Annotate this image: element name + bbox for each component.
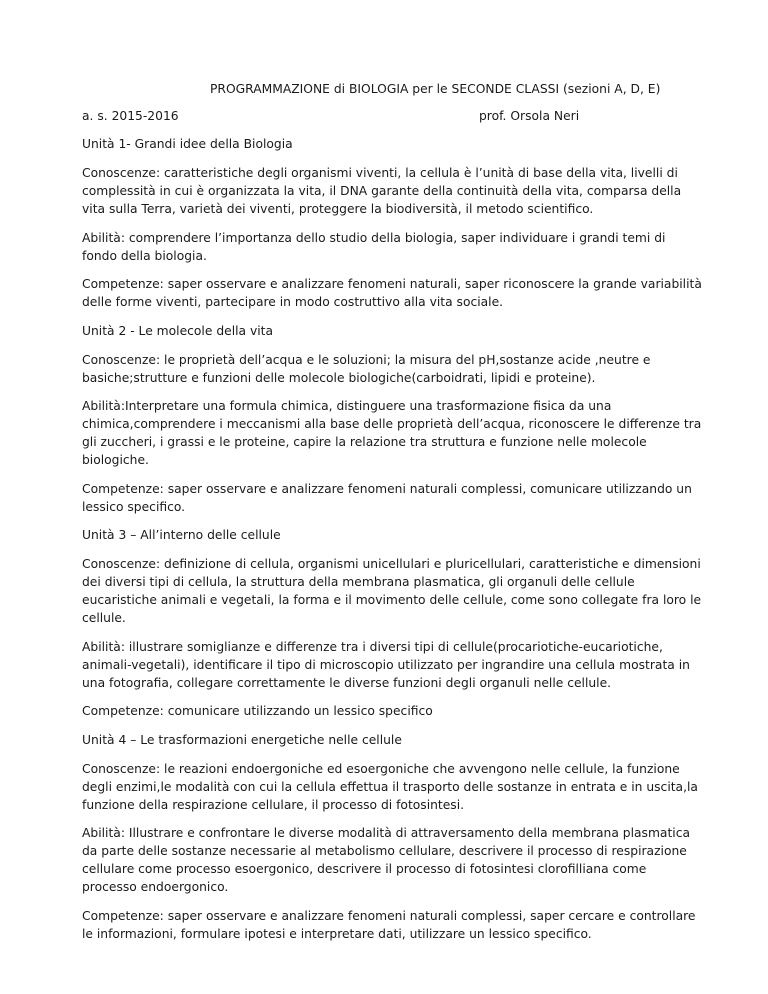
unit-4-abilita: Abilità: Illustrare e confrontare le diverse modalità di attraversamento della membrana plasmatica da parte delle sostanze necessarie al metabolismo cellulare, descrivere il processo di respirazione cellulare come processo esoergonico, descrivere il processo di fotosintesi clorofilliana come processo endoergonico.: [82, 826, 690, 894]
school-year: a. s. 2015-2016: [82, 109, 179, 123]
document-title: PROGRAMMAZIONE di BIOLOGIA per le SECONDE CLASSI (sezioni A, D, E): [210, 82, 661, 96]
unit-2-competenze: Competenze: saper osservare e analizzare fenomeni naturali complessi, comunicare utilizzando un lessico specifico.: [82, 481, 692, 514]
unit-2-abilita: Abilità:Interpretare una formula chimica, distinguere una trasformazione fisica da una chimica,comprendere i meccanismi alla base delle proprietà dell’acqua, riconoscere le differenze tra gli zuccheri, i grassi e le proteine, capire la relazione tra struttura e funzione nelle molecole biologiche.: [82, 399, 702, 467]
unit-4-competenze: Competenze: saper osservare e analizzare fenomeni naturali complessi, saper cercare e controllare le informazioni, formulare ipotesi e interpretare dati, utilizzare un lessico specifico.: [82, 908, 696, 941]
unit-1-competenze: Competenze: saper osservare e analizzare fenomeni naturali, saper riconoscere la grande variabilità delle forme viventi, partecipare in modo costruttivo alla vita sociale.: [82, 277, 702, 309]
unit-1-conoscenze: Conoscenze: caratteristiche degli organismi viventi, la cellula è l’unità di base della vita, livelli di complessità in cui è organizzata la vita, il DNA garante della continuità della vita, comparsa della vita sulla Terra, varietà dei viventi, proteggere la biodiversità, il metodo scientifico.: [82, 166, 682, 216]
unit-2-conoscenze: Conoscenze: le proprietà dell’acqua e le soluzioni; la misura del pH,sostanze acide ,neutre e basiche;strutture e funzioni delle molecole biologiche(carboidrati, lipidi e proteine).: [82, 352, 651, 385]
unit-4-heading: Unità 4 – Le trasformazioni energetiche nelle cellule: [82, 732, 402, 747]
teacher-name: prof. Orsola Neri: [479, 109, 580, 123]
unit-1-heading: Unità 1- Grandi idee della Biologia: [82, 137, 293, 151]
unit-3-abilita: Abilità: illustrare somiglianze e differenze tra i diversi tipi di cellule(procariotiche-eucariotiche, animali-vegetali), identificare il tipo di microscopio utilizzato per ingrandire una cellula mostrata in una fotografia, collegare correttamente le diverse funzioni degli organuli nelle cellule.: [82, 639, 690, 690]
unit-3-conoscenze: Conoscenze: definizione di cellula, organismi unicellulari e pluricellulari, caratteristiche e dimensioni dei diversi tipi di cellula, la struttura della membrana plasmatica, gli organuli delle cellule eucaristiche animali e vegetali, la forma e il movimento delle cellule, come sono collegate fra loro le cellule.: [82, 557, 702, 625]
document-body: [82, 135, 702, 953]
unit-2-heading: Unità 2 - Le molecole della vita: [82, 323, 274, 338]
unit-3-heading: Unità 3 – All’interno delle cellule: [82, 528, 281, 542]
unit-4-conoscenze: Conoscenze: le reazioni endoergoniche ed esoergoniche che avvengono nelle cellule, la funzione degli enzimi,le modalità con cui la cellula effettua il trasporto delle sostanze in entrata e in uscita,la funzione della respirazione cellulare, il processo di fotosintesi.: [82, 761, 698, 812]
unit-3-competenze: Competenze: comunicare utilizzando un lessico specifico: [82, 704, 433, 718]
unit-1-abilita: Abilità: comprendere l’importanza dello studio della biologia, saper individuare i grandi temi di fondo della biologia.: [82, 230, 666, 263]
